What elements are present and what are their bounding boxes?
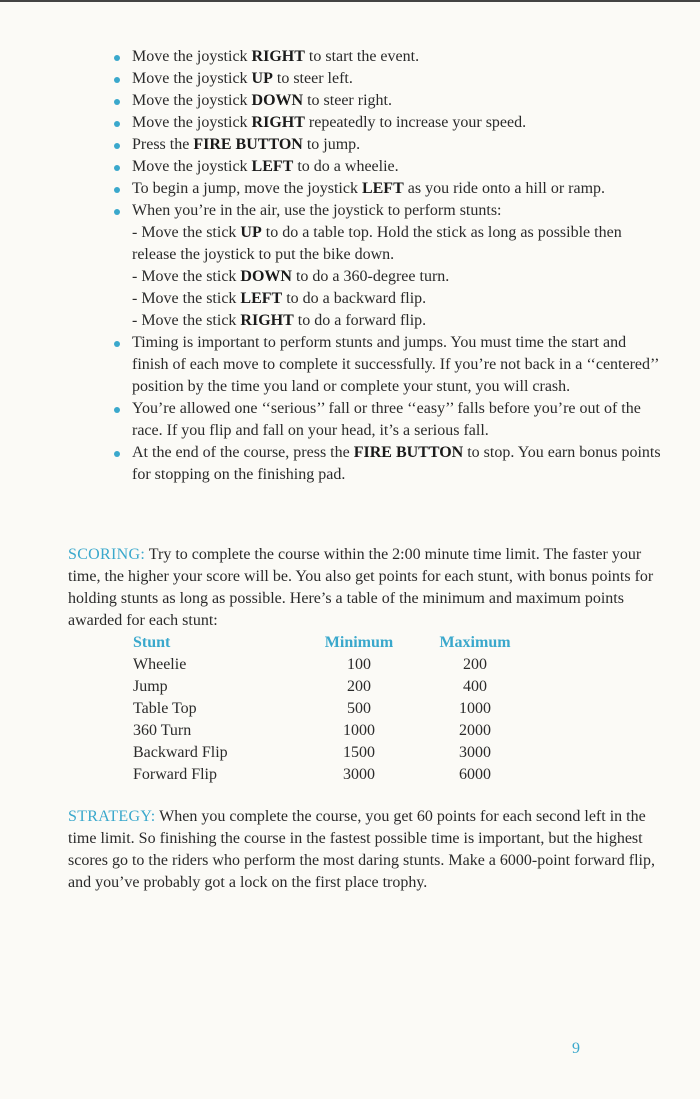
table-row (133, 764, 535, 786)
list-item: Move the joystick RIGHT repeatedly to increase your speed. (110, 112, 662, 134)
scoring-heading: SCORING: (68, 546, 146, 563)
bullet-icon (114, 209, 120, 215)
stunt-move: - Move the stick LEFT to do a backward flip. (132, 290, 427, 307)
bullet-icon (114, 99, 120, 105)
list-item: To begin a jump, move the joystick LEFT as you ride onto a hill or ramp. (110, 178, 662, 200)
table-cell: 3000 (459, 744, 491, 761)
bullet-icon (114, 77, 120, 83)
table-cell: 1500 (343, 744, 375, 761)
table-cell: Jump (133, 678, 168, 695)
bullet-icon (114, 341, 120, 347)
bullet-icon (114, 187, 120, 193)
list-item-stunts: When you’re in the air, use the joystick to perform stunts: - Move the stick UP to do a table top. Hold the stick as long as possible then release the joystick to put the bike down. - Move the stick DOWN to do a 360-degree turn. - Move the stick LEFT to do a backward flip. - Move the stick RIGHT to do a forward flip. (110, 200, 662, 332)
table-cell: 6000 (459, 766, 491, 783)
table-cell: 1000 (459, 700, 491, 717)
table-row (133, 742, 535, 764)
table-cell: Forward Flip (133, 766, 217, 783)
bullet-icon (114, 121, 120, 127)
table-cell: 2000 (459, 722, 491, 739)
table-cell: 360 Turn (133, 722, 192, 739)
column-header: Minimum (324, 634, 394, 651)
strategy-section (68, 806, 658, 894)
list-item: Move the joystick DOWN to steer right. (110, 90, 662, 112)
stunt-move: - Move the stick DOWN to do a 360-degree turn. (132, 268, 450, 285)
table-cell: Backward Flip (133, 744, 228, 761)
table-cell: 400 (463, 678, 487, 695)
table-cell: 3000 (343, 766, 375, 783)
table-cell: Table Top (133, 700, 197, 717)
instruction-list (110, 46, 662, 486)
list-item: You’re allowed one ‘‘serious’’ fall or three ‘‘easy’’ falls before you’re out of the race. If you flip and fall on your head, it’s a serious fall. (110, 398, 662, 442)
table-row (133, 698, 535, 720)
column-header: Maximum (439, 634, 511, 651)
bullet-icon (114, 451, 120, 457)
table-cell: 1000 (343, 722, 375, 739)
list-item: Timing is important to perform stunts and jumps. You must time the start and finish of each move to complete it successfully. If you’re not back in a ‘‘centered’’ position by the time you land or complete your stunt, you will crash. (110, 332, 662, 398)
table-row (133, 676, 535, 698)
stunt-move: - Move the stick UP to do a table top. Hold the stick as long as possible then release the joystick to put the bike down. (132, 224, 622, 263)
table-cell: 500 (347, 700, 371, 717)
scoring-section (68, 544, 658, 632)
table-header-row (133, 632, 535, 654)
table-cell: Wheelie (133, 656, 187, 673)
bullet-icon (114, 165, 120, 171)
strategy-heading: STRATEGY: (68, 808, 156, 825)
table-cell: 200 (463, 656, 487, 673)
top-rule (0, 0, 700, 2)
strategy-text: When you complete the course, you get 60 points for each second left in the time limit. So finishing the course in the fastest possible time is important, but the highest scores go to the riders who perform the most daring stunts. Make a 6000-point forward flip, and you’ve probably got a lock on the first place trophy. (68, 808, 655, 891)
list-item: At the end of the course, press the FIRE BUTTON to stop. You earn bonus points for stopping on the finishing pad. (110, 442, 662, 486)
column-header: Stunt (133, 634, 171, 651)
stunt-move: - Move the stick RIGHT to do a forward flip. (132, 312, 427, 329)
list-item: Press the FIRE BUTTON to jump. (110, 134, 662, 156)
bullet-icon (114, 55, 120, 61)
table-row (133, 720, 535, 742)
list-item: Move the joystick LEFT to do a wheelie. (110, 156, 662, 178)
list-item: Move the joystick UP to steer left. (110, 68, 662, 90)
table-cell: 100 (347, 656, 371, 673)
table-row (133, 654, 535, 676)
page-number: 9 (572, 1040, 580, 1057)
list-item: Move the joystick RIGHT to start the event. (110, 46, 662, 68)
scoring-text: Try to complete the course within the 2:00 minute time limit. The faster your time, the higher your score will be. You also get points for each stunt, with bonus points for holding stunts as long as possible. Here’s a table of the minimum and maximum points awarded for each stunt: (68, 546, 654, 629)
bullet-icon (114, 407, 120, 413)
bullet-icon (114, 143, 120, 149)
table-cell: 200 (347, 678, 371, 695)
points-table (133, 632, 535, 786)
